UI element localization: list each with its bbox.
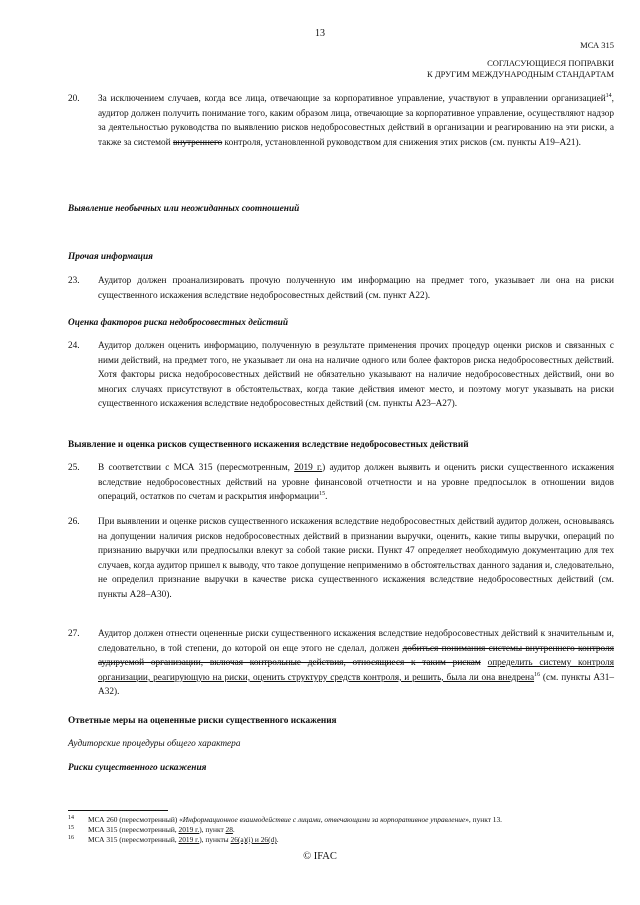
heading-responses: Ответные меры на оцененные риски существенного искажения (68, 716, 337, 726)
paragraph-text: Аудитор должен отнести оцененные риски существенного искажения вследствие недобросовестных действий к значительным и, следовательно, в той степени, до которой он еще этого не сделал, должен добиться понимания системы внутреннего контроля аудируемой организации, включая контрольные действия, относящиеся к таким рискам определить систему контроля организации, реагирующую на риски, оценить структуру средств контроля, и решить, была ли она внедрена$^{16}$ (см. пункты A31–A32). (98, 629, 614, 698)
heading-fraud-risk-factors: Оценка факторов риска недобросовестных действий (68, 318, 288, 328)
heading-unusual-relationships: Выявление необычных или неожиданных соотношений (68, 204, 300, 214)
heading-general-procedures: Аудиторские процедуры общего характера (68, 739, 241, 749)
paragraph-number: 25. (68, 463, 80, 473)
footnote-text: МСА 315 (пересмотренный, 2019 г.), пункт 28. (88, 825, 235, 834)
header-line-2: К ДРУГИМ МЕЖДУНАРОДНЫМ СТАНДАРТАМ (427, 69, 614, 79)
inserted-text: определить систему контроля организации, реагирующую на риски, оценить структуру средств контроля, и решить, была ли она внедрена (98, 658, 614, 683)
copyright-footer: © IFAC (303, 851, 337, 862)
paragraph-text: Аудитор должен оценить информацию, полученную в результате применения прочих процедур оценки рисков и связанных с ними действий, на предмет того, не указывает ли она на наличие одного или более факторов риска недобросовестных действий. Хотя факторы риска недобросовестных действий не обязательно указывают на наличие недобросовестных действий, они во многих случаях присутствуют в обстоятельствах, когда такие действия имеют место, и поэтому могут указывать на риски существенного искажения вследствие недобросовестных действий (см. пункты A23–A27). (98, 341, 614, 410)
paragraph-24 (68, 339, 614, 412)
footnote-16 (68, 835, 614, 845)
paragraph-text: За исключением случаев, когда все лица, отвечающие за корпоративное управление, участвуют в управлении организацией$^{14}$, аудитор должен получить понимание того, каким образом лица, отвечающие за корпоративное управление, осуществляют надзор за деятельностью руководства по выявлению рисков недобросовестных действий в организации и реагированию на эти риски, а также за системой внутреннего контроля, установленной руководством для снижения этих рисков (см. пункты A19–A21). (98, 92, 614, 148)
footnote-ref-16[interactable]: 16 (534, 671, 541, 678)
paragraph-number: 27. (68, 629, 80, 639)
footnote-text: МСА 315 (пересмотренный, 2019 г.), пункты 26(a)(i) и 26(d). (88, 835, 279, 844)
paragraph-text: Аудитор должен проанализировать прочую полученную им информацию на предмет того, указывает ли она на риски существенного искажения вследствие недобросовестных действий (см. пункт A22). (98, 276, 614, 301)
running-header (427, 58, 614, 80)
struck-text: внутреннего (172, 137, 223, 148)
footnote-ref-15[interactable]: 15 (319, 491, 326, 498)
paragraph-20 (68, 92, 614, 150)
heading-identify-assess-risks: Выявление и оценка рисков существенного искажения вследствие недобросовестных действий (68, 440, 469, 450)
paragraph-number: 23. (68, 276, 80, 286)
header-line-1: СОГЛАСУЮЩИЕСЯ ПОПРАВКИ (487, 58, 614, 68)
footnote-text: МСА 260 (пересмотренный) «Информационное взаимодействие с лицами, отвечающими за корпоративное управление», пункт 13. (88, 815, 503, 824)
footnote-separator (68, 810, 168, 811)
heading-other-information: Прочая информация (68, 252, 153, 262)
paragraph-27 (68, 627, 614, 700)
footnote-number: 16 (68, 835, 74, 841)
paragraph-25 (68, 461, 614, 505)
heading-material-misstatement-risks: Риски существенного искажения (68, 763, 207, 773)
paragraph-number: 20. (68, 94, 80, 104)
footnote-15 (68, 825, 614, 835)
paragraph-number: 26. (68, 517, 80, 527)
paragraph-text: При выявлении и оценке рисков существенного искажения вследствие недобросовестных действий аудитор должен, основываясь на допущении наличия рисков недобросовестных действий в признании выручки, оценить, какие типы выручки, операций по признанию выручки или предпосылки влекут за собой такие риски. Пункт 47 определяет необходимую документацию для тех случаев, когда аудитор пришел к выводу, что такое допущение неприменимо в обстоятельствах данного задания и, следовательно, не определил признание выручки в качестве риска существенного искажения вследствие недобросовестных действий (см. пункты A28–A30). (98, 517, 614, 600)
paragraph-number: 24. (68, 341, 80, 351)
footnote-14 (68, 815, 614, 825)
footnote-number: 15 (68, 825, 74, 831)
footnote-ref-14[interactable]: 14 (605, 92, 612, 99)
footnote-number: 14 (68, 815, 74, 821)
struck-text: добиться понимания системы внутреннего контроля аудируемой организации, включая контрольные действия, относящиеся к таким рискам (98, 643, 614, 669)
page-number: 13 (315, 28, 325, 39)
paragraph-26 (68, 515, 614, 603)
standard-code: МСА 315 (580, 40, 614, 50)
paragraph-text: В соответствии с МСА 315 (пересмотренным, 2019 г.) аудитор должен выявить и оценить риски существенного искажения вследствие недобросовестных действий на уровне финансовой отчетности и на уровне предпосылок в отношении видов операций, остатков по счетам и раскрытия информации$^{15}$. (98, 463, 614, 503)
paragraph-23 (68, 274, 614, 303)
